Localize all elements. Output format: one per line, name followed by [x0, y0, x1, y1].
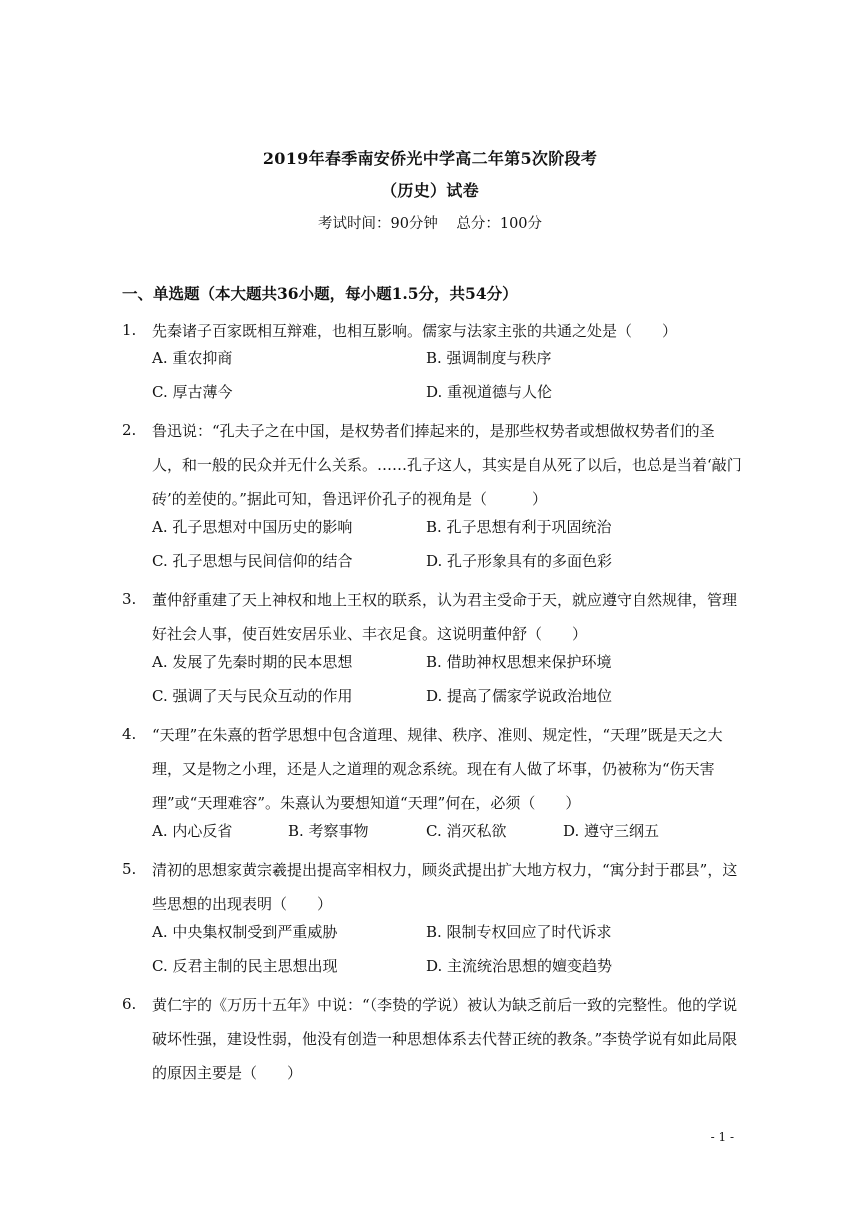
question-5 — [122, 853, 742, 921]
option-c: C. 消灭私欲 — [426, 822, 507, 840]
question-3 — [122, 583, 742, 651]
option-a: A. 中央集权制受到严重威胁 — [152, 923, 338, 941]
question-number: 2. — [122, 421, 137, 439]
question-stem: 清初的思想家黄宗羲提出提高宰相权力，顾炎武提出扩大地方权力，“寓分封于郡县”，这些思想的出现表明（ ） — [152, 861, 738, 913]
option-d: D. 主流统治思想的嬗变趋势 — [426, 957, 613, 975]
option-b: B. 限制专权回应了时代诉求 — [426, 923, 612, 941]
question-2 — [122, 414, 742, 516]
option-a: A. 内心反省 — [152, 822, 233, 840]
option-b: B. 强调制度与秩序 — [426, 349, 552, 367]
question-number: 4. — [122, 725, 137, 743]
exam-meta: 考试时间：90分钟 总分：100分 — [317, 216, 543, 232]
question-stem: “天理”在朱熹的哲学思想中包含道理、规律、秩序、准则、规定性，“天理”既是天之大理，又是物之小理，还是人之道理的观念系统。现在有人做了坏事，仍被称为“伤天害理”或“天理难容”。朱熹认为要想知道“天理”何在，必须（ ） — [152, 726, 723, 812]
question-stem: 董仲舒重建了天上神权和地上王权的联系，认为君主受命于天，就应遵守自然规律，管理好社会人事，使百姓安居乐业、丰衣足食。这说明董仲舒（ ） — [152, 591, 738, 643]
option-a: A. 重农抑商 — [152, 349, 233, 367]
option-b: B. 借助神权思想来保护环境 — [426, 653, 612, 671]
question-6 — [122, 988, 742, 1090]
option-d: D. 孔子形象具有的多面色彩 — [426, 552, 613, 570]
question-1 — [122, 314, 742, 348]
option-b: B. 孔子思想有利于巩固统治 — [426, 518, 612, 536]
option-c: C. 孔子思想与民间信仰的结合 — [152, 552, 353, 570]
question-number: 3. — [122, 590, 137, 608]
option-c: C. 反君主制的民主思想出现 — [152, 957, 338, 975]
exam-title: 2019年春季南安侨光中学高二年第5次阶段考 — [262, 149, 598, 168]
page-number: - 1 - — [710, 1130, 734, 1144]
option-b: B. 考察事物 — [288, 822, 369, 840]
option-a: A. 孔子思想对中国历史的影响 — [152, 518, 353, 536]
question-number: 6. — [122, 995, 137, 1013]
exam-subtitle: （历史）试卷 — [381, 181, 479, 200]
option-c: C. 强调了天与民众互动的作用 — [152, 687, 353, 705]
question-4 — [122, 718, 742, 820]
question-stem: 黄仁宇的《万历十五年》中说：“（李贽的学说）被认为缺乏前后一致的完整性。他的学说破坏性强，建设性弱，他没有创造一种思想体系去代替正统的教条。”李贽学说有如此局限的原因主要是（ ） — [152, 996, 738, 1082]
section-title: 一、单选题（本大题共36小题，每小题1.5分，共54分） — [122, 284, 518, 303]
question-stem: 先秦诸子百家既相互辩难，也相互影响。儒家与法家主张的共通之处是（ ） — [152, 322, 678, 340]
option-c: C. 厚古薄今 — [152, 383, 233, 401]
option-d: D. 遵守三纲五 — [563, 822, 660, 840]
question-number: 5. — [122, 860, 137, 878]
option-d: D. 重视道德与人伦 — [426, 383, 553, 401]
option-d: D. 提高了儒家学说政治地位 — [426, 687, 613, 705]
question-stem: 鲁迅说：“孔夫子之在中国，是权势者们捧起来的，是那些权势者或想做权势者们的圣人，和一般的民众并无什么关系。……孔子这人，其实是自从死了以后，也总是当着‘敲门砖’的差使的。”据此可知，鲁迅评价孔子的视角是（ ） — [152, 422, 742, 508]
option-a: A. 发展了先秦时期的民本思想 — [152, 653, 353, 671]
question-number: 1. — [122, 321, 137, 339]
